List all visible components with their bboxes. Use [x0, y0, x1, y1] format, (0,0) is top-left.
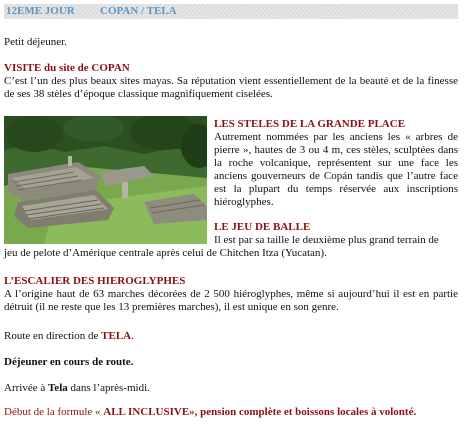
- route-line: [4, 330, 458, 343]
- formula-prefix: Début de la formule «: [4, 406, 104, 418]
- stairs-text: A l’origine haut de 63 marches décorées de 2 500 hiéroglyphes, même si aujourd’hui il est en partie détruit (il ne reste que les 13 premières marches), il est unique en son genre.: [4, 288, 458, 313]
- steles-text: Autrement nommées par les anciens les « arbres de pierre », hautes de 3 ou 4 m, ces stèles, sculptées dans la roche volcanique, représentent sur une face les anciens gouverneurs de Copán tandis que l’autre face est la plupart du temps réservée aux inscriptions hiéroglyphes.: [214, 131, 458, 208]
- route-prefix: Route en direction de: [4, 330, 102, 342]
- day-header-bar: [4, 4, 458, 19]
- arrival-place: Tela: [47, 382, 68, 394]
- route-destination: TELA: [101, 330, 132, 342]
- stairs-section: [4, 275, 458, 314]
- ball-text-full: jeu de pelote d’Amérique centrale après celui de Chitchen Itza (Yucatan).: [4, 247, 327, 259]
- route-label: COPAN / TELA: [100, 5, 177, 17]
- intro-text: Petit déjeuner.: [4, 36, 67, 48]
- visit-text: C’est l’un des plus beaux sites mayas. Sa réputation vient essentiellement de la beauté et de la finesse de ses 38 stèles d’époque classique magnifiquement ciselées.: [4, 75, 458, 100]
- copan-ruins-photo: [4, 116, 207, 244]
- ball-text-right: Il est par sa taille le deuxième plus grand terrain de: [214, 234, 439, 246]
- lunch-line: Déjeuner en cours de route.: [4, 356, 134, 368]
- formula-line: [4, 406, 458, 419]
- visit-heading: VISITE du site de COPAN: [4, 62, 130, 74]
- steles-heading: LES STELES DE LA GRANDE PLACE: [214, 118, 406, 130]
- arrival-suffix: dans l’après-midi.: [67, 382, 150, 394]
- ball-heading: LE JEU DE BALLE: [214, 221, 311, 233]
- arrival-prefix: Arrivée à: [4, 382, 48, 394]
- arrival-line: [4, 382, 458, 395]
- route-suffix: .: [131, 330, 134, 342]
- steles-section: [214, 118, 458, 209]
- formula-bold: ALL INCLUSIVE», pension complète et boissons locales à volonté.: [103, 406, 417, 418]
- ball-section: [214, 221, 458, 247]
- visit-section: [4, 62, 458, 101]
- stairs-heading: L’ESCALIER DES HIEROGLYPHES: [4, 275, 186, 287]
- day-label: 12EME JOUR: [6, 5, 75, 17]
